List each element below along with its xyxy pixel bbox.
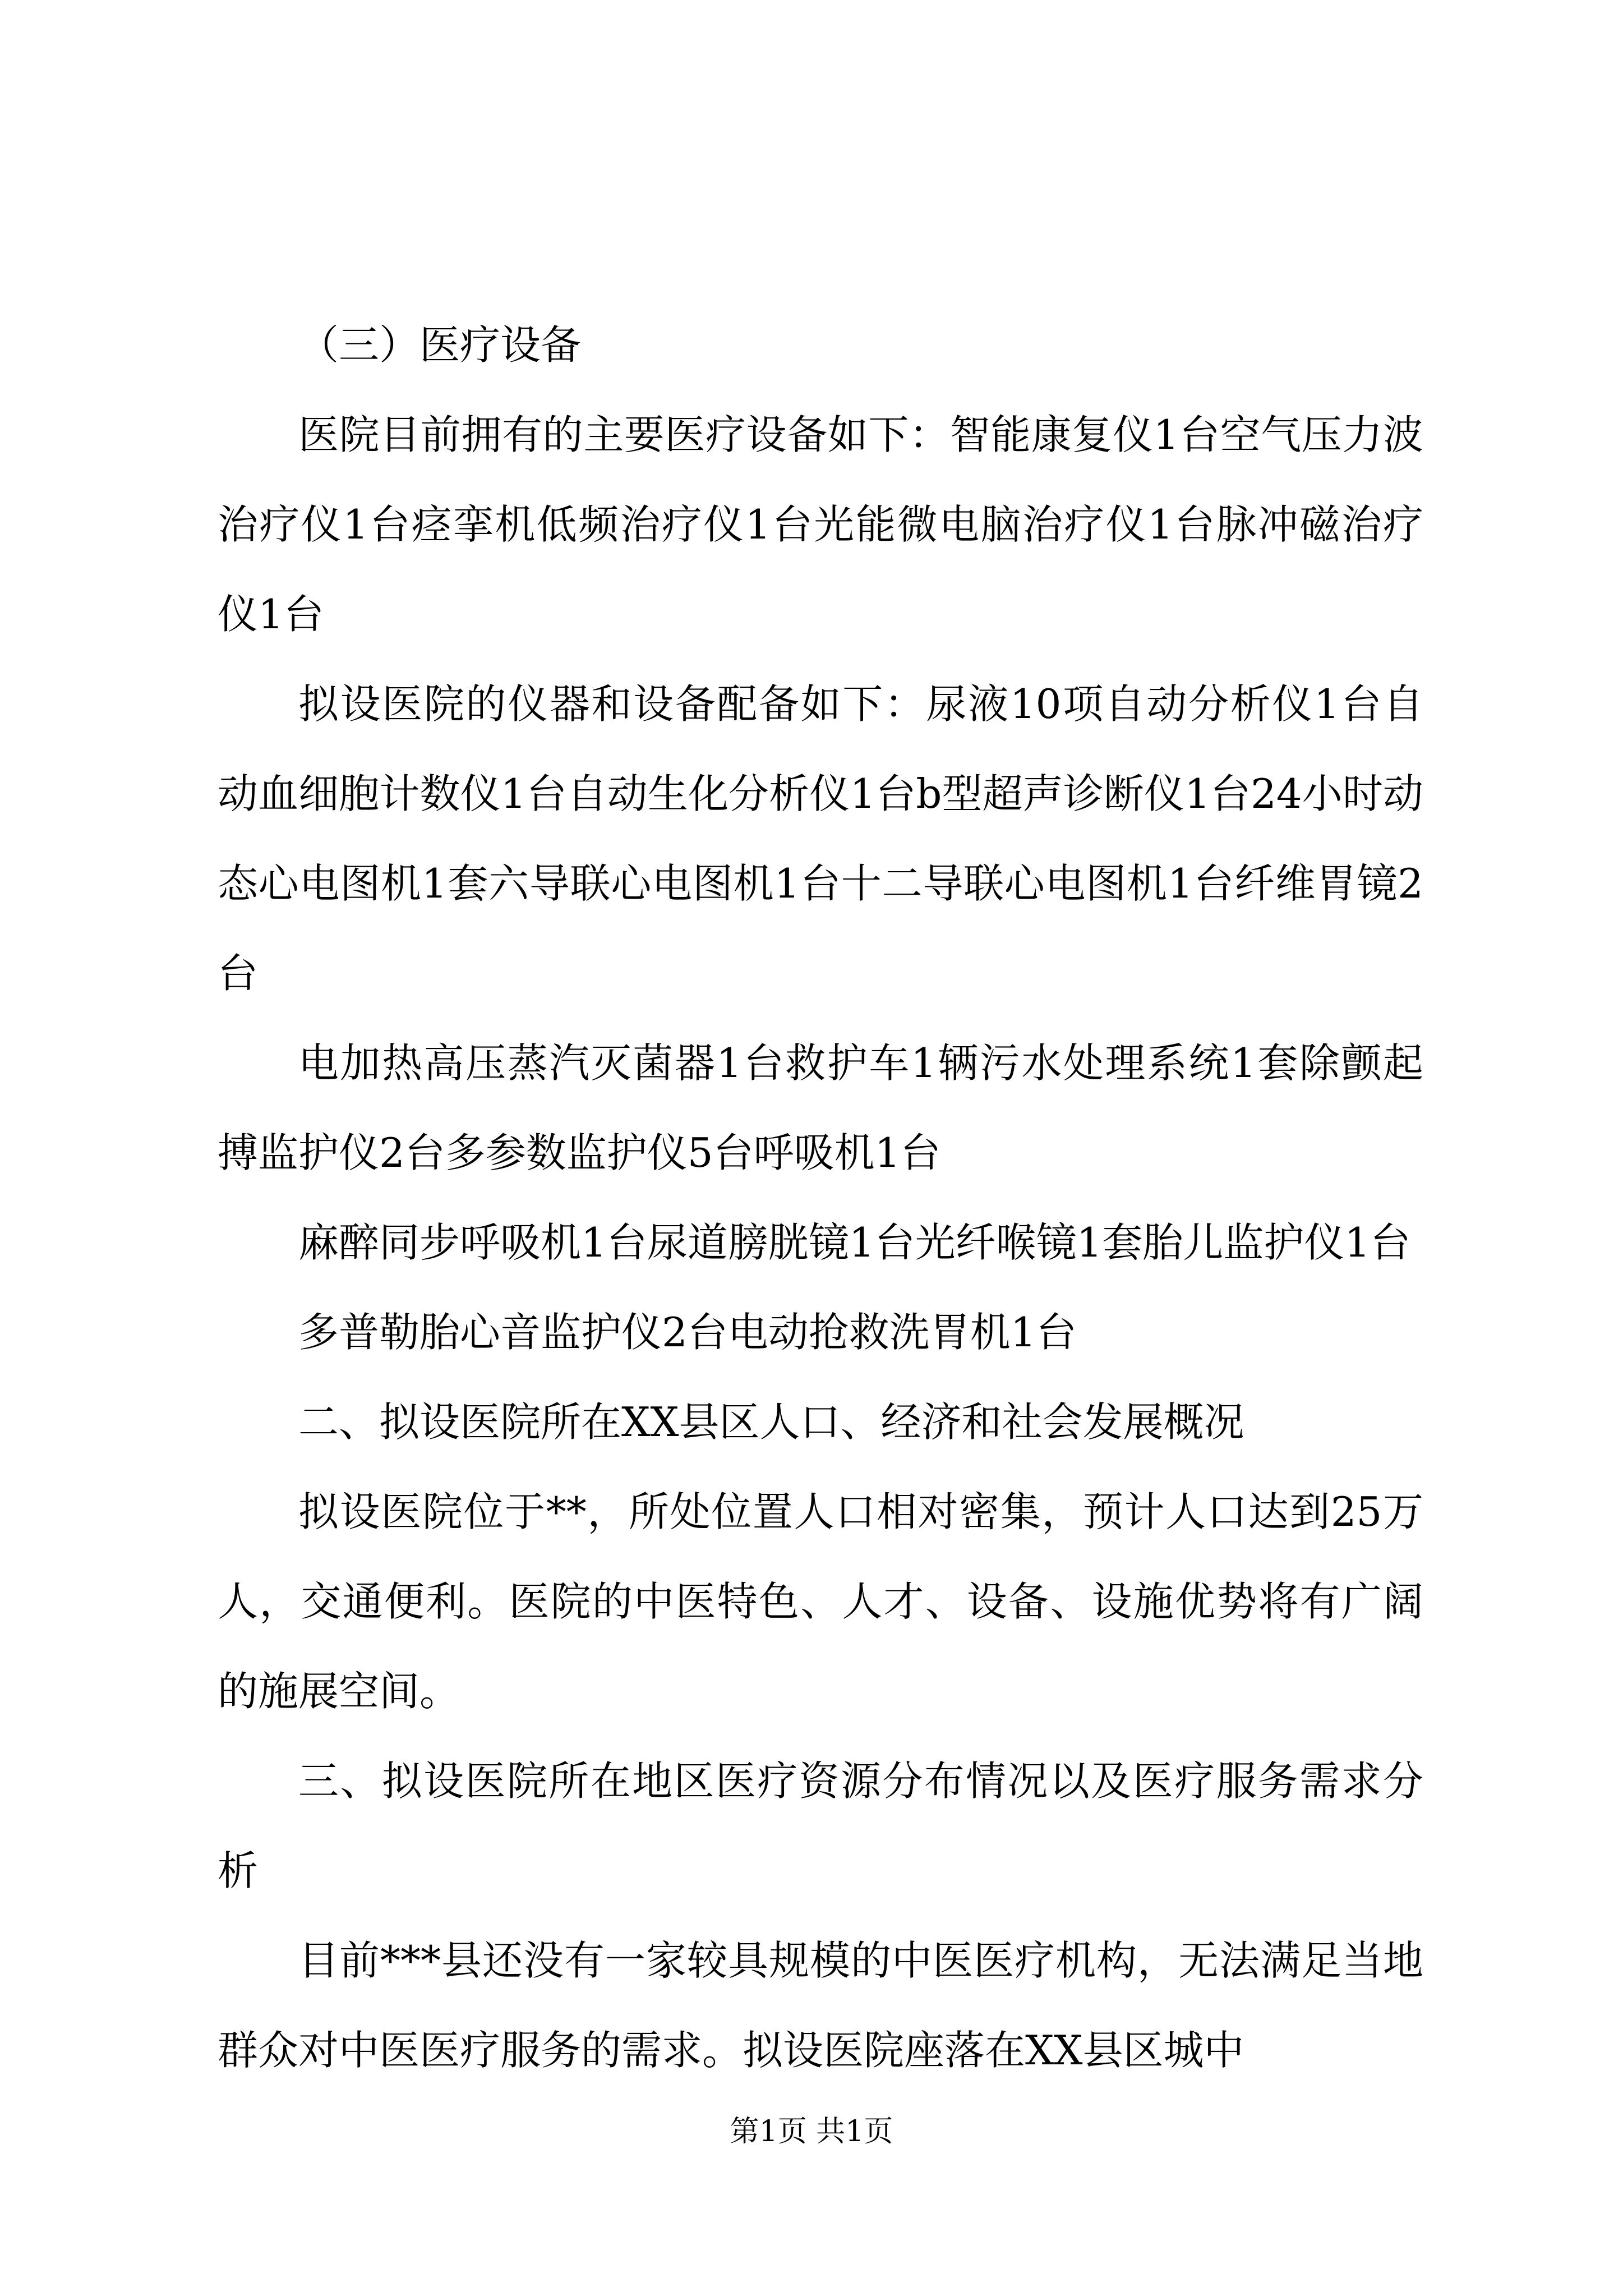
paragraph-equipment-list-3: 麻醉同步呼吸机1台尿道膀胱镜1台光纤喉镜1套胎儿监护仪1台 [298, 1219, 1411, 1266]
section-heading-population-economy: 二、拟设医院所在XX县区人口、经济和社会发展概况 [298, 1398, 1244, 1446]
paragraph-resource-analysis: 目前***县还没有一家较具规模的中医医疗机构，无法满足当地群众对中医医疗服务的需求。拟设医院座落在XX县区城中 [218, 1937, 1423, 2074]
section-heading-medical-resources: 三、拟设医院所在地区医疗资源分布情况以及医疗服务需求分析 [218, 1757, 1423, 1894]
page-footer: 第1页 共1页 [730, 2115, 893, 2148]
paragraph-equipment-list-2: 电加热高压蒸汽灭菌器1台救护车1辆污水处理系统1套除颤起搏监护仪2台多参数监护仪5台呼吸机1台 [218, 1039, 1423, 1176]
section-heading-medical-equipment: （三）医疗设备 [298, 321, 582, 369]
paragraph-location: 拟设医院位于**，所处位置人口相对密集，预计人口达到25万人，交通便利。医院的中医特色、人才、设备、设施优势将有广阔的施展空间。 [218, 1488, 1423, 1715]
paragraph-current-equipment: 医院目前拥有的主要医疗设备如下：智能康复仪1台空气压力波治疗仪1台痉挛机低频治疗仪1台光能微电脑治疗仪1台脉冲磁治疗仪1台 [218, 411, 1423, 638]
paragraph-equipment-list-4: 多普勒胎心音监护仪2台电动抢救洗胃机1台 [298, 1309, 1077, 1356]
document-body [218, 300, 1423, 2095]
paragraph-planned-equipment: 拟设医院的仪器和设备配备如下：尿液10项自动分析仪1台自动血细胞计数仪1台自动生化分析仪1台b型超声诊断仪1台24小时动态心电图机1套六导联心电图机1台十二导联心电图机1台纤维胃镜2台 [218, 680, 1423, 997]
